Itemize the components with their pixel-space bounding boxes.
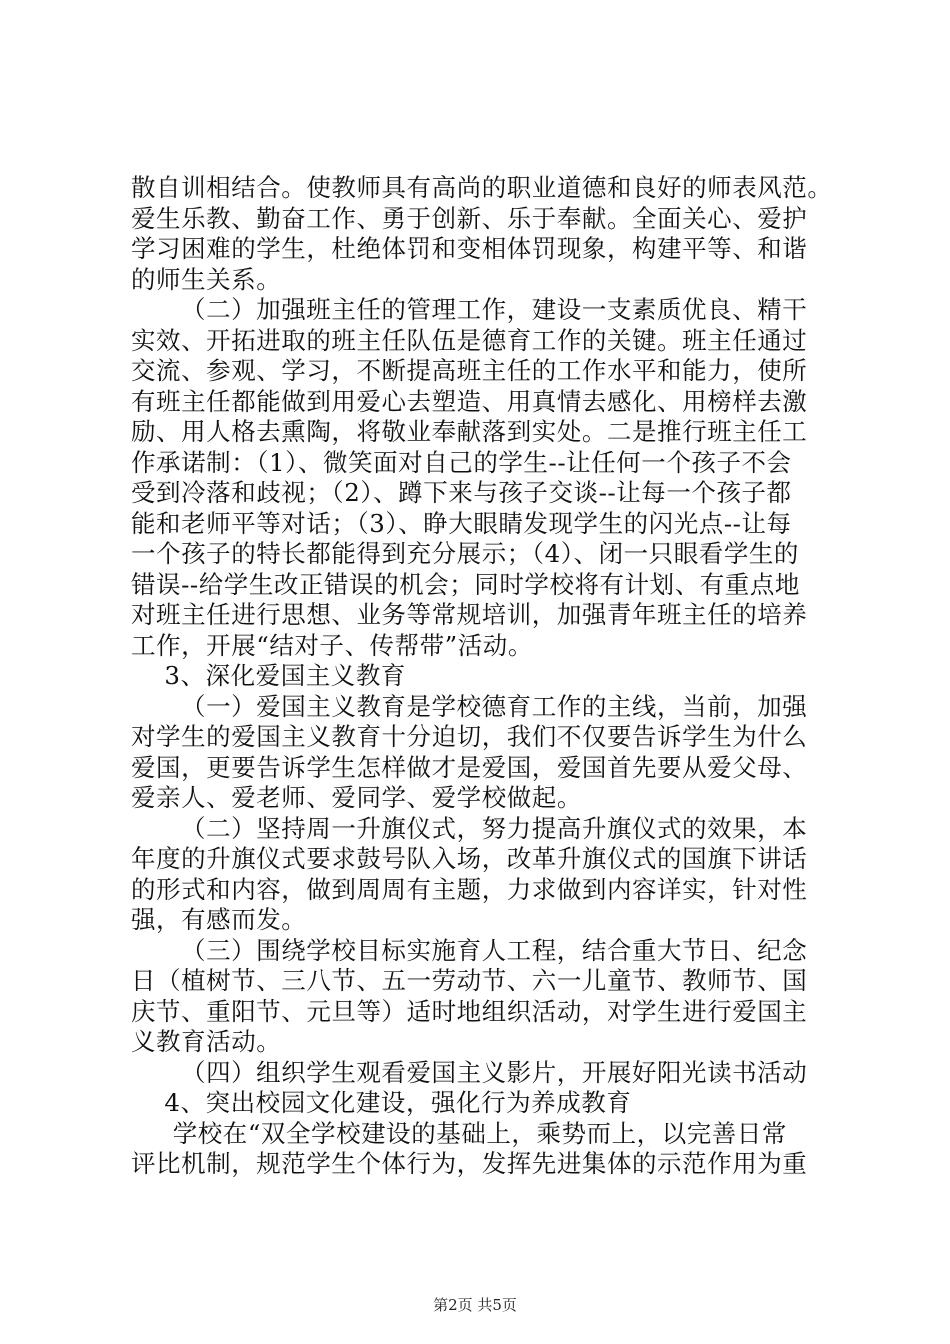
text-line: 受到冷落和歧视；（2）、蹲下来与孩子交谈--让每一个孩子都 xyxy=(131,478,792,507)
text-line: （四）组织学生观看爱国主义影片，开展好阳光读书活动 xyxy=(131,1057,808,1087)
text-line: 日（植树节、三八节、五一劳动节、六一儿童节、教师节、国 xyxy=(131,966,808,995)
page-number-footer: 第2页 共5页 xyxy=(433,1296,517,1314)
document-body xyxy=(131,173,831,1180)
text-line: 爱生乐教、勤奋工作、勇于创新、乐于奉献。全面关心、爱护 xyxy=(131,203,808,233)
text-line: 学习困难的学生，杜绝体罚和变相体罚现象，构建平等、和谐 xyxy=(131,234,808,263)
text-line: （二）坚持周一升旗仪式，努力提高升旗仪式的效果，本 xyxy=(131,813,808,843)
text-line: 义教育活动。 xyxy=(131,1027,282,1056)
text-line: 作承诺制：（1）、微笑面对自己的学生--让任何一个孩子不会 xyxy=(131,447,792,477)
text-line: 对班主任进行思想、业务等常规培训，加强青年班主任的培养 xyxy=(131,600,808,629)
text-line: 实效、开拓进取的班主任队伍是德育工作的关键。班主任通过 xyxy=(131,325,808,355)
text-line: 的形式和内容，做到周周有主题，力求做到内容详实，针对性 xyxy=(131,874,808,904)
text-line: 散自训相结合。使教师具有高尚的职业道德和良好的师表风范。 xyxy=(131,173,833,202)
text-line: 的师生关系。 xyxy=(131,264,282,294)
text-line: 对学生的爱国主义教育十分迫切，我们不仅要告诉学生为什么 xyxy=(131,722,808,751)
text-line: 爱亲人、爱老师、爱同学、爱学校做起。 xyxy=(131,783,582,812)
text-line: 一个孩子的特长都能得到充分展示；（4）、闭一只眼看学生的 xyxy=(131,539,799,568)
text-line: 励、用人格去熏陶，将敬业奉献落到实处。二是推行班主任工 xyxy=(131,417,808,446)
text-line: 年度的升旗仪式要求鼓号队入场，改革升旗仪式的国旗下讲话 xyxy=(131,844,808,873)
text-line: （二）加强班主任的管理工作，建设一支素质优良、精干 xyxy=(131,295,808,324)
text-line: 交流、参观、学习，不断提高班主任的工作水平和能力，使所 xyxy=(131,356,808,385)
text-line: 评比机制，规范学生个体行为，发挥先进集体的示范作用为重 xyxy=(131,1149,808,1178)
text-line: 庆节、重阳节、元旦等）适时地组织活动，对学生进行爱国主 xyxy=(131,996,808,1026)
section-heading: 4、突出校园文化建设，强化行为养成教育 xyxy=(131,1088,632,1117)
text-line: 错误--给学生改正错误的机会；同时学校将有计划、有重点地 xyxy=(131,569,800,599)
text-line: 学校在“双全学校建设的基础上，乘势而上，以完善日常 xyxy=(131,1118,787,1148)
text-line: 爱国，更要告诉学生怎样做才是爱国，爱国首先要从爱父母、 xyxy=(131,752,808,782)
text-line: 有班主任都能做到用爱心去塑造、用真情去感化、用榜样去激 xyxy=(131,386,808,416)
section-heading: 3、深化爱国主义教育 xyxy=(131,661,406,690)
text-line: （一）爱国主义教育是学校德育工作的主线，当前，加强 xyxy=(131,691,808,721)
text-line: 工作，开展“结对子、传帮带”活动。 xyxy=(131,630,533,660)
text-line: （三）围绕学校目标实施育人工程，结合重大节日、纪念 xyxy=(131,935,808,965)
text-line: 能和老师平等对话；（3）、睁大眼睛发现学生的闪光点--让每 xyxy=(131,508,792,538)
text-line: 强，有感而发。 xyxy=(131,905,307,934)
